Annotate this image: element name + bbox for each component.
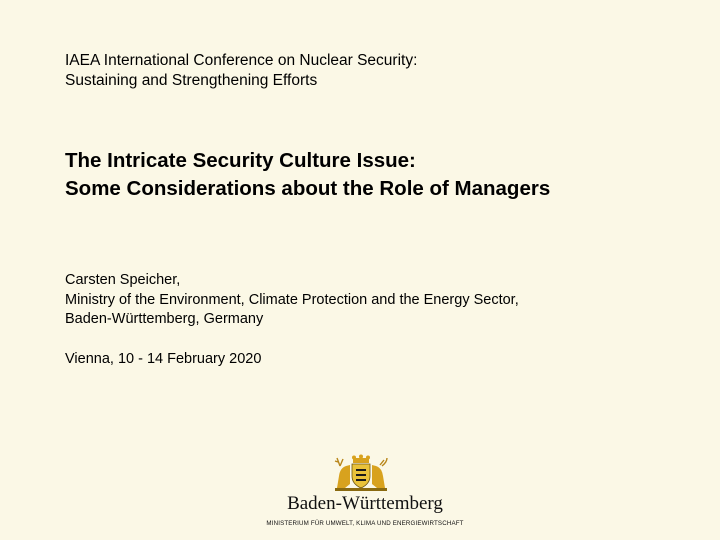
venue-date: Vienna, 10 - 14 February 2020	[65, 351, 262, 367]
conference-heading	[65, 51, 417, 91]
conference-line-1: IAEA International Conference on Nuclear Security:	[65, 52, 418, 69]
author-name: Carsten Speicher,	[65, 272, 181, 288]
ministry-logo	[240, 454, 490, 534]
logo-subtitle: MINISTERIUM FÜR UMWELT, KLIMA UND ENERGIEWIRTSCHAFT	[266, 520, 464, 527]
conference-line-2: Sustaining and Strengthening Efforts	[65, 72, 318, 89]
presentation-title	[65, 147, 550, 203]
title-line-1: The Intricate Security Culture Issue:	[65, 149, 416, 172]
title-line-2: Some Considerations about the Role of Managers	[65, 177, 551, 200]
coat-of-arms-icon	[329, 454, 393, 494]
author-info	[65, 271, 519, 330]
logo-name: Baden-Württemberg	[287, 493, 443, 514]
author-location: Baden-Württemberg, Germany	[65, 311, 264, 327]
author-ministry: Ministry of the Environment, Climate Protection and the Energy Sector,	[65, 291, 519, 308]
